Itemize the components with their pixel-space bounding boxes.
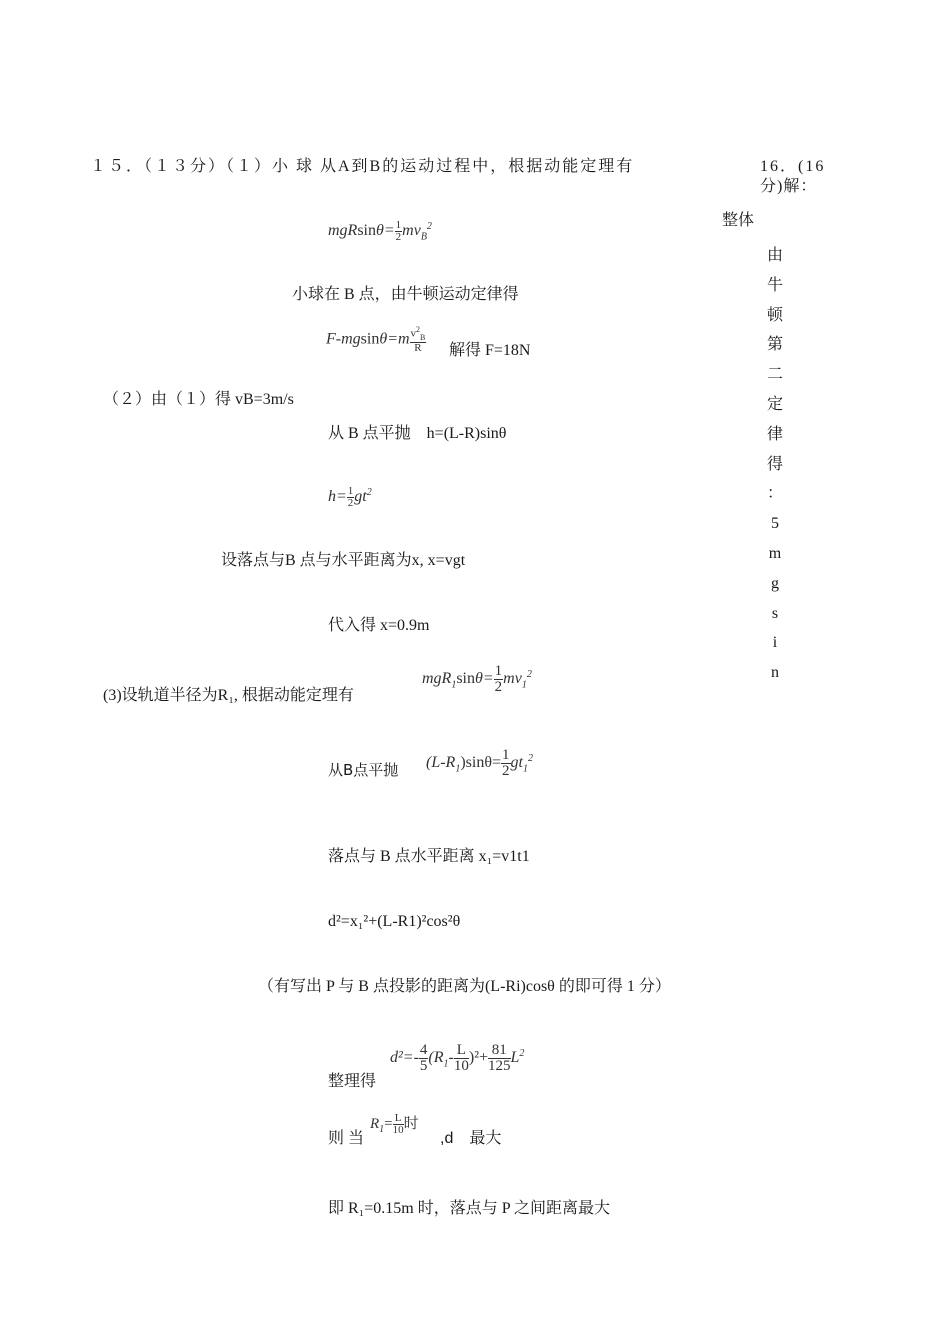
x-result: 代入得 x=0.9m xyxy=(328,617,430,634)
eq-throw-r1: $(L-R_1)\sin\theta=$ $\frac{1}{2}$ $gt_1^2$ xyxy=(426,747,533,779)
vchar: 顿 xyxy=(766,306,783,324)
eq6-frac1: $\frac{4}{5}$ xyxy=(419,1042,428,1074)
dist-line: 设落点与B 点与水平距离为x, x=vgt xyxy=(221,552,466,569)
eq-height: h= $\frac{1}{2}$ $gt^2$ xyxy=(328,485,372,509)
q15-header: １５．（１３分）（１）小 球 从A到B的运动过程中，根据动能定理有 xyxy=(90,158,635,175)
eq-r1-condition: $R_1=$ $\frac{L}{10}$ 时 xyxy=(370,1112,419,1137)
vchar: m xyxy=(768,544,782,562)
when-label: 则 当 xyxy=(328,1130,365,1147)
vchar: 牛 xyxy=(766,276,783,294)
part3-line: (3)设轨道半径为R₁, 根据动能定理有 xyxy=(103,687,354,704)
q16-whole-label: 整体 xyxy=(722,212,755,229)
eq1-left: mgR xyxy=(328,222,358,240)
simplify-label: 整理得 xyxy=(328,1073,377,1090)
part2-line: （２）由（１）得 vB=3m/s xyxy=(103,391,294,408)
eq6-frac3: $\frac{81}{125}$ xyxy=(488,1042,511,1074)
throw2-label: 从B点平抛 xyxy=(328,761,399,779)
eq-kinetic-energy-r1: mgR$_1$sinθ= $\frac{1}{2}$ $mv_1^2$ xyxy=(422,663,532,695)
eq1-frac: $\frac{1}{2}$ xyxy=(395,219,402,243)
x1-line: 落点与 B 点水平距离 x₁=v1t1 xyxy=(328,848,530,865)
eq-d-squared: d²=- $\frac{4}{5}$ ($R_1-$ $\frac{L}{10}$ )²+ $\frac{81}{125}$ $L^2$ xyxy=(390,1042,525,1074)
vchar: i xyxy=(772,634,778,652)
line-b-point: 小球在 B 点，由牛顿运动定律得 xyxy=(292,286,519,303)
eq-newton-b: F-mgsinθ=m $\frac{v^2_B}{R}$ xyxy=(326,325,426,354)
eq6-frac2: $\frac{L}{10}$ xyxy=(453,1042,469,1074)
vchar: ： xyxy=(766,485,783,503)
eq3-frac: $\frac{1}{2}$ xyxy=(347,485,354,509)
vchar: 5 xyxy=(771,515,779,533)
eq5-frac: $\frac{1}{2}$ xyxy=(502,747,510,779)
vchar: 二 xyxy=(766,366,783,384)
vchar: 定 xyxy=(766,395,783,413)
vchar: n xyxy=(771,664,779,682)
eq1-sin: sin xyxy=(357,222,376,240)
note-line: （有写出 P 与 B 点投影的距离为(L-Ri)cosθ 的即可得 1 分） xyxy=(258,978,671,995)
throw-line: 从 B 点平抛 h=(L-R)sinθ xyxy=(328,425,507,442)
q16-vertical-text xyxy=(762,241,788,688)
q16-header-line2: 分)解： xyxy=(760,178,818,195)
final-line: 即 R₁=0.15m 时，落点与 P 之间距离最大 xyxy=(328,1200,611,1217)
eq1-theta: θ= xyxy=(376,222,395,240)
eq7-frac: $\frac{L}{10}$ xyxy=(392,1112,404,1137)
vchar: g xyxy=(771,574,779,592)
eq1-right: mv xyxy=(402,222,421,240)
d2-line: d²=x₁²+(L-R1)²cos²θ xyxy=(328,913,461,930)
q16-header-line1: 16．(16 xyxy=(760,158,826,175)
eq2-frac: $\frac{v^2_B}{R}$ xyxy=(410,325,426,354)
vchar: 由 xyxy=(766,247,783,264)
eq4-frac: $\frac{1}{2}$ xyxy=(494,663,503,695)
vchar: 得 xyxy=(766,455,783,473)
eq-kinetic-energy-ab: mgRsinθ= $\frac{1}{2}$ $mv_B^2$ xyxy=(328,219,432,243)
vchar: 律 xyxy=(766,425,783,443)
when-tail: ,d 最大 xyxy=(440,1130,502,1147)
vchar: s xyxy=(771,604,779,622)
eq2-result: 解得 F=18N xyxy=(449,342,531,359)
vchar: 第 xyxy=(766,336,783,354)
